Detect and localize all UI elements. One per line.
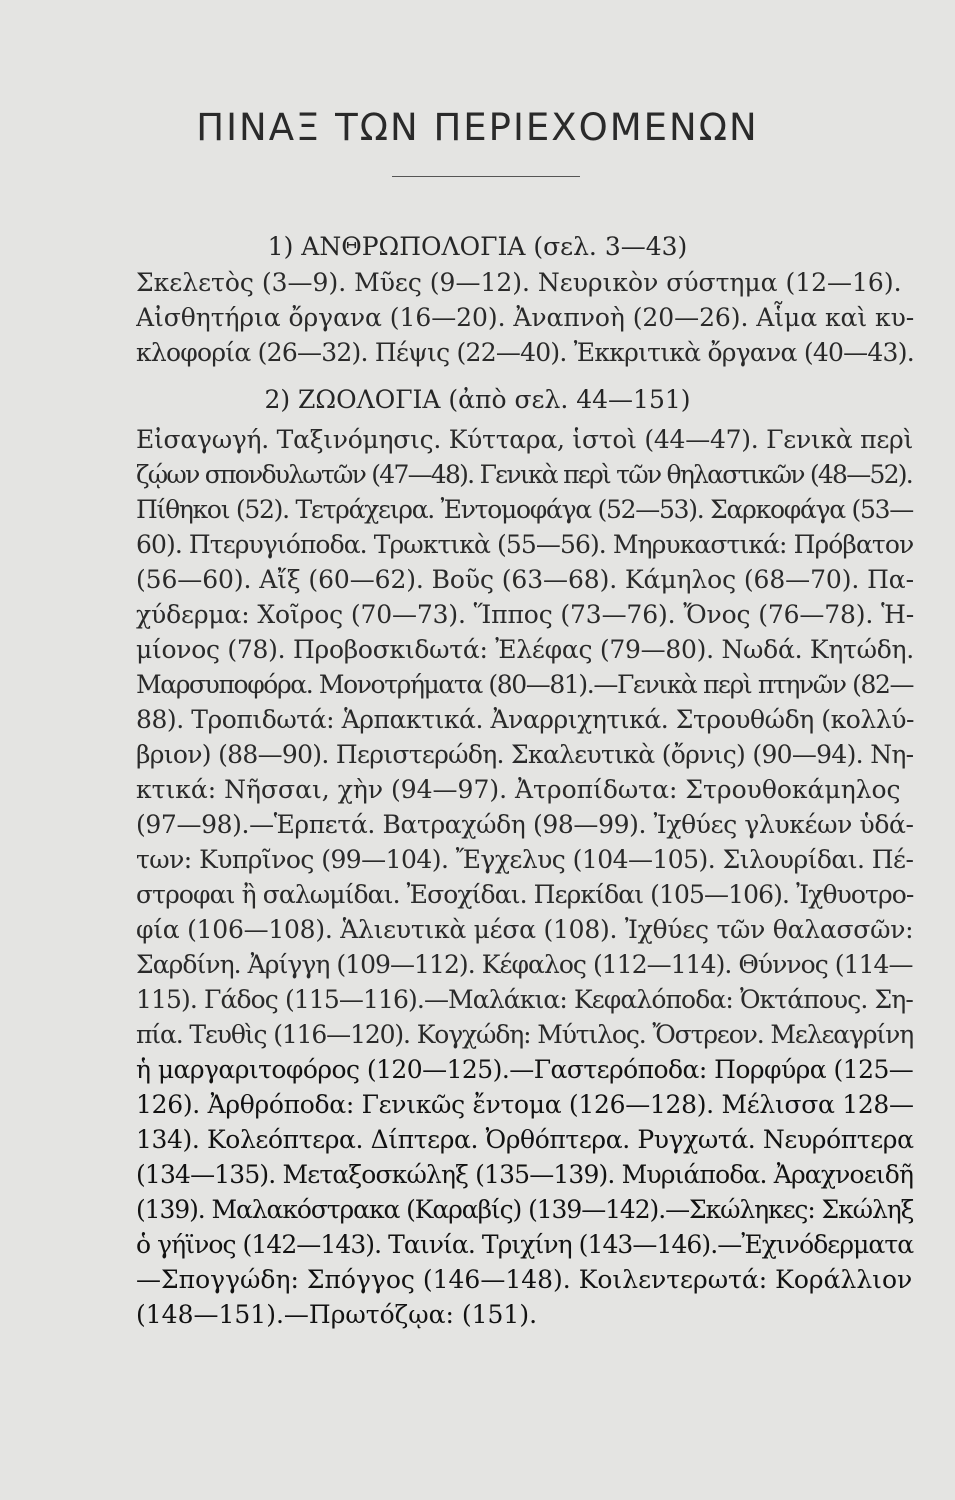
text-line: 60). Πτερυγιόποδα. Τρωκτικὰ (55—56). Μηρυκαστικά: Πρόβατον: [136, 530, 914, 559]
text-line: 115). Γάδος (115—116).—Μαλάκια: Κεφαλόποδα: Ὀκτάπους. Ση-: [136, 985, 913, 1014]
text-line: Σαρδίνη. Ἀρίγγη (109—112). Κέφαλος (112—114). Θύννος (114—: [136, 950, 913, 979]
heading-divider: [392, 176, 580, 177]
text-line: ὁ γήϊνος (142—143). Ταινία. Τριχίνη (143—146).—Ἐχινόδερματα: [136, 1230, 914, 1259]
text-line: 88). Τροπιδωτά: Ἁρπακτικά. Ἀναρριχητικά. Στρουθώδη (κολλύ-: [136, 705, 914, 734]
text-line: Μαρσυποφόρα. Μονοτρήματα (80—81).—Γενικὰ περὶ πτηνῶν (82—: [136, 670, 914, 699]
text-line: των: Κυπρῖνος (99—104). Ἔγχελυς (104—105). Σιλουρίδαι. Πέ-: [136, 845, 914, 874]
text-line: 134). Κολεόπτερα. Δίπτερα. Ὀρθόπτερα. Ρυγχωτά. Νευρόπτερα: [136, 1125, 914, 1154]
text-line: —Σπογγώδη: Σπόγγος (146—148). Κοιλεντερωτά: Κοράλλιον: [136, 1265, 913, 1294]
section-body-anthropology: [136, 265, 914, 370]
page-heading: ΠΙΝΑΞ ΤΩΝ ΠΕΡΙΕΧΟΜΕΝΩΝ: [196, 106, 759, 149]
text-line: κλοφορία (26—32). Πέψις (22—40). Ἐκκριτικὰ ὄργανα (40—43).: [136, 338, 914, 367]
text-line: (139). Μαλακόστρακα (Καραβίς) (139—142).—Σκώληκες: Σκώληξ: [136, 1195, 914, 1224]
text-line: χύδερμα: Χοῖρος (70—73). Ἵππος (73—76). Ὄνος (76—78). Ἡ-: [136, 600, 914, 629]
text-line: ἡ μαργαριτοφόρος (120—125).—Γαστερόποδα: Πορφύρα (125—: [136, 1055, 914, 1084]
text-line: Πίθηκοι (52). Τετράχειρα. Ἐντομοφάγα (52—53). Σαρκοφάγα (53—: [136, 495, 914, 524]
text-line: πία. Τευθὶς (116—120). Κογχώδη: Μύτιλος. Ὄστρεον. Μελεαγρίνη: [136, 1020, 914, 1049]
text-line: (56—60). Αἴξ (60—62). Βοῦς (63—68). Κάμηλος (68—70). Πα-: [136, 565, 914, 594]
text-line: ζῴων σπονδυλωτῶν (47—48). Γενικὰ περὶ τῶν θηλαστικῶν (48—52).: [136, 460, 912, 489]
text-line: κτικά: Νῆσσαι, χὴν (94—97). Ἀτροπίδωτα: Στρουθοκάμηλος: [136, 775, 901, 804]
text-line: Αἰσθητήρια ὄργανα (16—20). Ἀναπνοὴ (20—26). Αἷμα καὶ κυ-: [136, 303, 914, 332]
text-line: 126). Ἀρθρόποδα: Γενικῶς ἔντομα (126—128). Μέλισσα 128—: [136, 1090, 914, 1119]
text-line: (148—151).—Πρωτόζῳα: (151).: [136, 1300, 538, 1329]
text-line: Εἰσαγωγή. Ταξινόμησις. Κύτταρα, ἱστοὶ (44—47). Γενικὰ περὶ: [136, 425, 914, 454]
text-line: Σκελετὸς (3—9). Μῦες (9—12). Νευρικὸν σύστημα (12—16).: [136, 268, 902, 297]
section-title-anthropology: 1) ΑΝΘΡΩΠΟΛΟΓΙΑ (σελ. 3—43): [267, 232, 688, 261]
text-line: βριον) (88—90). Περιστερώδη. Σκαλευτικὰ (ὄρνις) (90—94). Νη-: [136, 740, 914, 769]
text-line: φία (106—108). Ἁλιευτικὰ μέσα (108). Ἰχθύες τῶν θαλασσῶν:: [136, 915, 914, 944]
text-line: μίονος (78). Προβοσκιδωτά: Ἐλέφας (79—80). Νωδά. Κητώδη.: [136, 635, 914, 664]
text-line: (134—135). Μεταξοσκώληξ (135—139). Μυριάποδα. Ἀραχνοειδῆ: [136, 1160, 914, 1189]
section-title-zoology: 2) ΖΩΟΛΟΓΙΑ (ἀπὸ σελ. 44—151): [264, 385, 691, 414]
text-line: (97—98).—Ἑρπετά. Βατραχώδη (98—99). Ἰχθύες γλυκέων ὑδά-: [136, 810, 914, 839]
text-line: στροφαι ἢ σαλωμίδαι. Ἐσοχίδαι. Περκίδαι (105—106). Ἰχθυοτρο-: [136, 880, 914, 909]
section-body-zoology: [136, 422, 914, 1332]
